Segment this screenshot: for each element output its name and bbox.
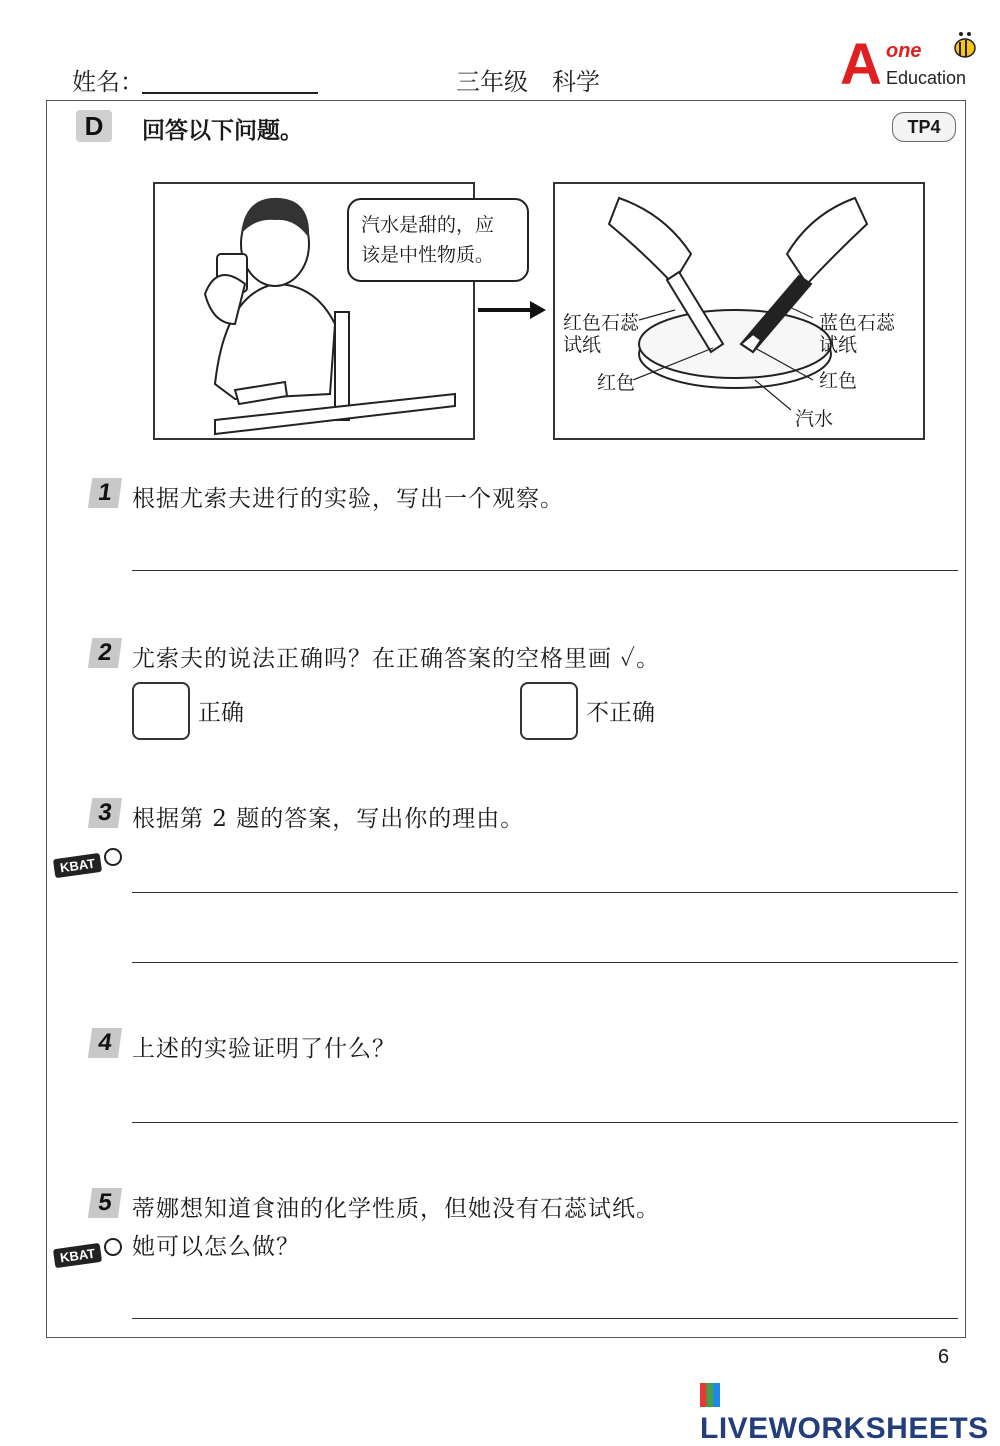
name-label: 姓名： <box>72 68 144 96</box>
question-1-number: 1 <box>88 478 122 508</box>
logo-education: Education <box>886 68 967 88</box>
section-letter: D <box>76 110 112 142</box>
question-4-answer-line[interactable] <box>132 1122 958 1123</box>
speech-bubble <box>347 198 529 282</box>
litmus-test-illustration <box>553 182 925 440</box>
red-litmus-label-1: 红色石蕊 <box>563 312 640 334</box>
checkbox-incorrect[interactable] <box>520 682 578 740</box>
question-4-text: 上述的实验证明了什么？ <box>132 1036 396 1062</box>
page-number: 6 <box>938 1346 950 1368</box>
blue-litmus-label-2: 试纸 <box>819 334 858 356</box>
liveworksheets-icon <box>700 1383 720 1407</box>
aone-logo <box>840 30 980 97</box>
lightbulb-icon <box>104 1238 122 1256</box>
question-3-answer-line-2[interactable] <box>132 962 958 963</box>
question-5-text-2: 她可以怎么做？ <box>132 1234 300 1260</box>
name-blank[interactable] <box>142 92 318 94</box>
speech-line-1: 汽水是甜的，应 <box>361 214 495 236</box>
question-5-text: 蒂娜想知道食油的化学性质，但她没有石蕊试纸。 <box>132 1196 660 1222</box>
blue-litmus-label-1: 蓝色石蕊 <box>819 312 896 334</box>
question-5-number: 5 <box>88 1188 122 1218</box>
red-color-left-label: 红色 <box>597 372 636 394</box>
question-2-number: 2 <box>88 638 122 668</box>
liveworksheets-brand: LIVEWORKSHEETS <box>700 1412 989 1445</box>
bee-icon <box>952 30 978 60</box>
arrow-right-icon <box>476 298 548 322</box>
logo-one: one <box>886 40 922 62</box>
option-correct-label: 正确 <box>198 700 244 726</box>
red-color-right-label: 红色 <box>819 370 858 392</box>
kbat-badge-q3: KBAT <box>53 853 102 878</box>
question-2-text: 尤索夫的说法正确吗？在正确答案的空格里画 ✓。 <box>132 646 661 672</box>
question-3-answer-line-1[interactable] <box>132 892 958 893</box>
grade-subject: 三年级 科学 <box>456 68 600 96</box>
question-3-number: 3 <box>88 798 122 828</box>
question-4-number: 4 <box>88 1028 122 1058</box>
lightbulb-icon <box>104 848 122 866</box>
red-litmus-label-2: 试纸 <box>563 334 602 356</box>
kbat-badge-q5: KBAT <box>53 1243 102 1268</box>
litmus-dish-icon <box>555 184 923 438</box>
boy-drinking-illustration <box>153 182 495 440</box>
question-1-answer-line[interactable] <box>132 570 958 571</box>
logo-letter: A <box>840 32 882 97</box>
speech-line-2: 该是中性物质。 <box>361 244 495 266</box>
tp-badge: TP4 <box>892 112 956 142</box>
question-5-answer-line[interactable] <box>132 1318 958 1319</box>
question-1-text: 根据尤索夫进行的实验，写出一个观察。 <box>132 486 564 512</box>
liveworksheets-logo <box>700 1378 1000 1446</box>
option-incorrect-label: 不正确 <box>586 700 655 726</box>
section-title: 回答以下问题。 <box>142 118 303 144</box>
question-3-text: 根据第 2 题的答案，写出你的理由。 <box>132 806 525 832</box>
checkbox-correct[interactable] <box>132 682 190 740</box>
soda-label: 汽水 <box>795 408 834 430</box>
